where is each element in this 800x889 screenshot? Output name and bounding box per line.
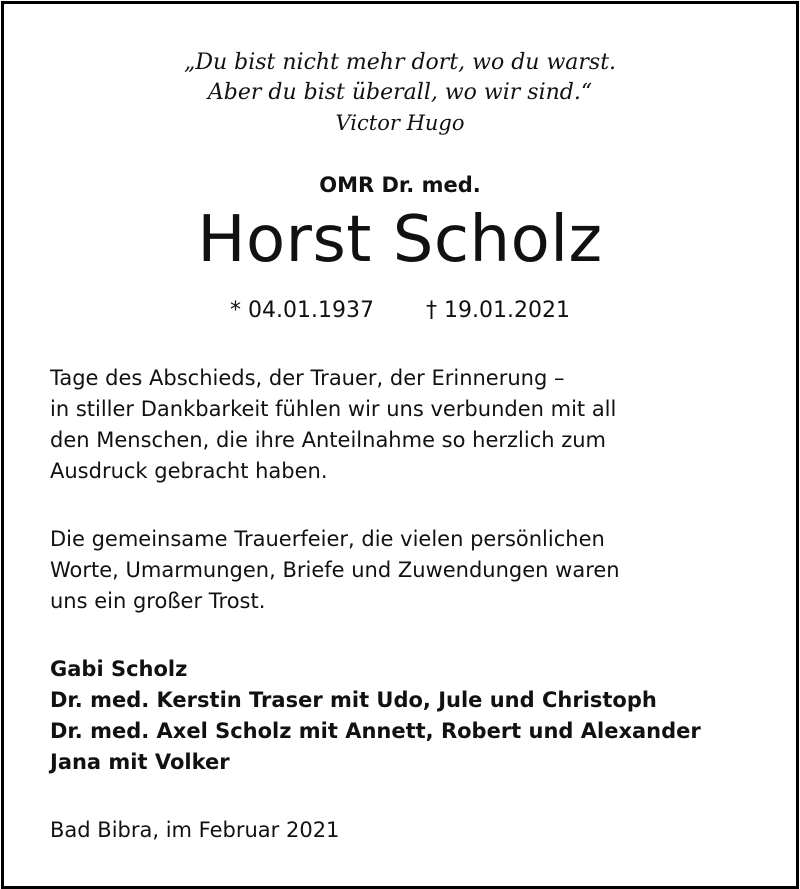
text-line: in stiller Dankbarkeit fühlen wir uns verbunden mit all bbox=[50, 397, 617, 421]
academic-title: OMR Dr. med. bbox=[319, 173, 481, 197]
text-line: Worte, Umarmungen, Briefe und Zuwendungen waren bbox=[50, 558, 620, 582]
quote-line: „Du bist nicht mehr dort, wo du warst. bbox=[183, 50, 617, 75]
birth-date: * 04.01.1937 bbox=[230, 298, 374, 323]
deceased-name: Horst Scholz bbox=[197, 203, 603, 277]
quote-author: Victor Hugo bbox=[335, 111, 465, 135]
death-date: † 19.01.2021 bbox=[426, 298, 570, 323]
mourner-entry: Dr. med. Kerstin Traser mit Udo, Jule und Christoph bbox=[50, 688, 657, 712]
text-line: den Menschen, die ihre Anteilnahme so herzlich zum bbox=[50, 428, 607, 452]
text-line: Tage des Abschieds, der Trauer, der Erinnerung – bbox=[50, 366, 565, 390]
mourner-entry: Gabi Scholz bbox=[50, 657, 188, 681]
place-and-date: Bad Bibra, im Februar 2021 bbox=[50, 818, 340, 842]
thanks-paragraph bbox=[50, 363, 770, 487]
funeral-paragraph bbox=[50, 524, 770, 617]
mourner-entry: Jana mit Volker bbox=[50, 750, 230, 774]
text-line: uns ein großer Trost. bbox=[50, 589, 266, 613]
quote-block bbox=[4, 48, 796, 138]
quote-line: Aber du bist überall, wo wir sind.“ bbox=[207, 80, 593, 105]
mourners-list bbox=[50, 654, 790, 778]
life-dates bbox=[4, 298, 796, 323]
mourner-entry: Dr. med. Axel Scholz mit Annett, Robert und Alexander bbox=[50, 719, 701, 743]
obituary-frame bbox=[1, 1, 799, 889]
text-line: Ausdruck gebracht haben. bbox=[50, 459, 328, 483]
text-line: Die gemeinsame Trauerfeier, die vielen persönlichen bbox=[50, 527, 605, 551]
